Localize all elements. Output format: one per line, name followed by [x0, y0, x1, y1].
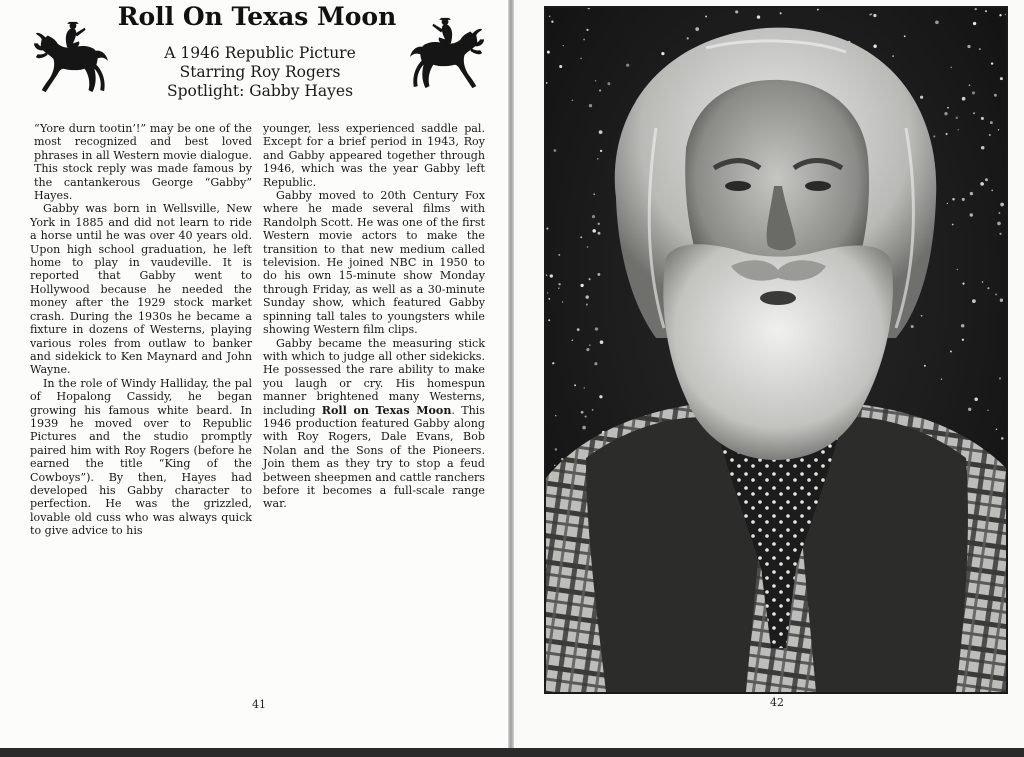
speckle [555, 448, 558, 451]
speckle [944, 112, 947, 115]
speckle [558, 287, 560, 289]
speckle [981, 146, 985, 150]
rearing-horse-cowboy-icon [32, 18, 110, 96]
speckle [583, 39, 585, 41]
subtitle-line-1: A 1946 Republic Picture [164, 44, 356, 62]
speckle [1001, 437, 1004, 440]
speckle [950, 351, 952, 353]
portrait-photo [544, 6, 1008, 694]
speckle [974, 397, 978, 401]
speckle [547, 292, 548, 293]
speckle [985, 178, 988, 181]
paragraph-text: Gabby became the measuring stick with which to judge all other sidekicks. He possessed the rare ability to make you laugh or cry. His homespun manner brightened many Westerns, including [263, 336, 485, 417]
speckle [999, 14, 1001, 16]
speckle [592, 215, 595, 218]
speckle [981, 117, 984, 120]
speckle [558, 283, 560, 285]
speckle [600, 150, 602, 152]
speckle [873, 14, 876, 17]
speckle [987, 287, 989, 289]
speckle [574, 384, 576, 386]
speckle [911, 325, 914, 328]
speckle [1000, 77, 1003, 80]
speckle [973, 112, 975, 114]
speckle [584, 387, 585, 388]
speckle [921, 315, 923, 317]
speckle [972, 299, 976, 303]
paragraph: Gabby moved to 20th Century Fox where he made several films with Randolph Scott. He was one of the first Western movie actors to make the transition to that new medium called television. He joined NBC in 1950 to do his own 15-minute show Monday through Friday, as well as a 30-minute Sunday show, which featured Gabby spinning tall tales to youngsters while showing Western film clips. [263, 189, 485, 337]
paragraph: Gabby was born in Wellsville, New York in 1885 and did not learn to ride a horse until he was over 40 years old. Upon high school graduation, he left home to play in vaudeville. It is reported that Gabby went to Hollywood because he needed the money after the 1929 stock market crash. During the 1930s he became a fixture in dozens of Westerns, playing various roles from outlaw to banker and sidekick to Ken Maynard and John Wayne. [30, 202, 252, 377]
speckle [563, 45, 564, 46]
speckle [924, 365, 926, 367]
speckle [996, 428, 998, 430]
speckle [989, 134, 991, 136]
speckle [594, 362, 597, 365]
speckle [585, 416, 587, 418]
speckle [933, 135, 935, 137]
page-41 [0, 0, 508, 757]
speckle [757, 15, 760, 18]
speckle [587, 246, 589, 248]
speckle [548, 298, 550, 300]
speckle [952, 198, 955, 201]
speckle [998, 129, 999, 130]
subtitle-line-3: Spotlight: Gabby Hayes [166, 82, 354, 100]
speckle [559, 65, 562, 68]
speckle [999, 377, 1001, 379]
speckle [586, 295, 589, 298]
rearing-horse-cowboy-icon [408, 14, 486, 92]
speckle [589, 278, 591, 280]
speckle [586, 29, 588, 31]
speckle [558, 254, 560, 256]
speckle [969, 84, 971, 86]
speckle [572, 100, 574, 102]
speckle [997, 222, 1001, 226]
speckle [600, 340, 604, 344]
speckle [956, 117, 958, 119]
speckle [904, 35, 906, 37]
speckle [991, 62, 993, 64]
speckle [595, 327, 598, 330]
speckle [598, 232, 601, 235]
speckle [687, 37, 689, 39]
speckle [562, 301, 564, 303]
speckle [980, 182, 984, 186]
speckle [589, 104, 592, 107]
speckle [962, 282, 964, 284]
speckle [554, 149, 557, 152]
speckle [935, 20, 939, 24]
speckle [958, 129, 959, 130]
speckle [586, 348, 589, 351]
paragraph: “Yore durn tootin’!” may be one of the most recognized and best loved phrases in all Western movie dialogue. This stock reply was made famous by the cantankerous George “Gabby” Hayes. [34, 122, 252, 203]
speckle [597, 273, 600, 276]
page-title: Roll On Texas Moon [117, 2, 397, 31]
speckle [957, 269, 958, 270]
speckle [595, 80, 597, 82]
speckle [592, 409, 594, 411]
speckle [705, 15, 707, 17]
speckle [552, 362, 554, 364]
speckle [555, 415, 556, 416]
speckle [626, 64, 629, 67]
speckle [580, 58, 582, 60]
speckle [599, 130, 603, 134]
speckle [973, 22, 976, 25]
speckle [979, 48, 981, 50]
scan-bottom-edge [0, 748, 1024, 757]
speckle [581, 411, 584, 414]
speckle [962, 198, 965, 201]
speckle [952, 224, 954, 226]
speckle [1005, 14, 1006, 15]
speckle [950, 67, 951, 68]
speckle [985, 10, 987, 12]
speckle [548, 319, 550, 321]
speckle [873, 45, 876, 48]
speckle [961, 324, 964, 327]
speckle [582, 426, 586, 430]
paragraph [263, 337, 485, 511]
speckle [982, 281, 984, 283]
speckle [968, 408, 971, 411]
speckle [599, 395, 602, 398]
speckle [970, 192, 973, 195]
speckle [947, 203, 948, 204]
speckle [990, 121, 993, 124]
film-title-bold: Roll on Texas Moon [321, 403, 452, 417]
speckle [962, 339, 964, 341]
speckle [598, 223, 600, 225]
speckle [962, 97, 966, 101]
speckle [580, 236, 582, 238]
speckle [994, 94, 997, 97]
speckle [999, 233, 1001, 235]
speckle [970, 213, 973, 216]
speckle [549, 16, 551, 18]
article-column-left [30, 122, 252, 538]
speckle [869, 14, 871, 16]
speckle [991, 190, 993, 192]
speckle [586, 304, 588, 306]
speckle [972, 91, 975, 94]
speckle [987, 409, 989, 411]
subtitle-line-2: Starring Roy Rogers [179, 63, 341, 81]
speckle [599, 89, 601, 91]
speckle [597, 158, 598, 159]
speckle [592, 229, 596, 233]
speckle [1000, 203, 1004, 207]
speckle [1000, 299, 1003, 302]
speckle [661, 52, 664, 55]
speckle [780, 12, 782, 14]
paragraph-text: . This 1946 production featured Gabby along with Roy Rogers, Dale Evans, Bob Nolan and the Sons of the Pioneers. Join them as they try to stop a feud between sheepmen and cattle ranchers before it becomes a full-scale range war. [263, 403, 485, 511]
speckle [580, 284, 583, 287]
speckle [920, 96, 923, 99]
speckle [995, 293, 997, 295]
speckle [941, 378, 942, 379]
speckle [546, 228, 548, 230]
speckle [735, 10, 738, 13]
speckle [695, 27, 699, 31]
speckle [946, 133, 948, 135]
speckle [947, 107, 949, 109]
speckle [593, 193, 595, 195]
article-column-right [263, 122, 485, 511]
speckle [550, 274, 553, 277]
portrait-illustration [546, 8, 1006, 692]
paragraph: In the role of Windy Halliday, the pal of Hopalong Cassidy, he began growing his famous white beard. In 1939 he moved over to Republic Pictures and the studio promptly paired him with Roy Rogers (before he earned the title “King of the Cowboys”). By then, Hayes had developed his Gabby character to perfection. He was the grizzled, lovable old cuss who was always quick to give advice to his [30, 376, 252, 538]
speckle [967, 45, 970, 48]
speckle [551, 21, 553, 23]
page-number-right: 42 [770, 696, 784, 709]
page-number-left: 41 [252, 698, 266, 711]
speckle [554, 465, 555, 466]
paragraph: younger, less experienced saddle pal. Except for a brief period in 1943, Roy and Gabby appeared together through 1946, which was the year Gabby left Republic. [263, 122, 485, 189]
speckle [572, 339, 574, 341]
speckle [577, 328, 580, 331]
speckle [999, 212, 1001, 214]
speckle [547, 51, 550, 54]
speckle [817, 9, 819, 11]
speckle [589, 344, 591, 346]
speckle [975, 8, 977, 10]
speckle [607, 82, 610, 85]
speckle [892, 55, 894, 57]
